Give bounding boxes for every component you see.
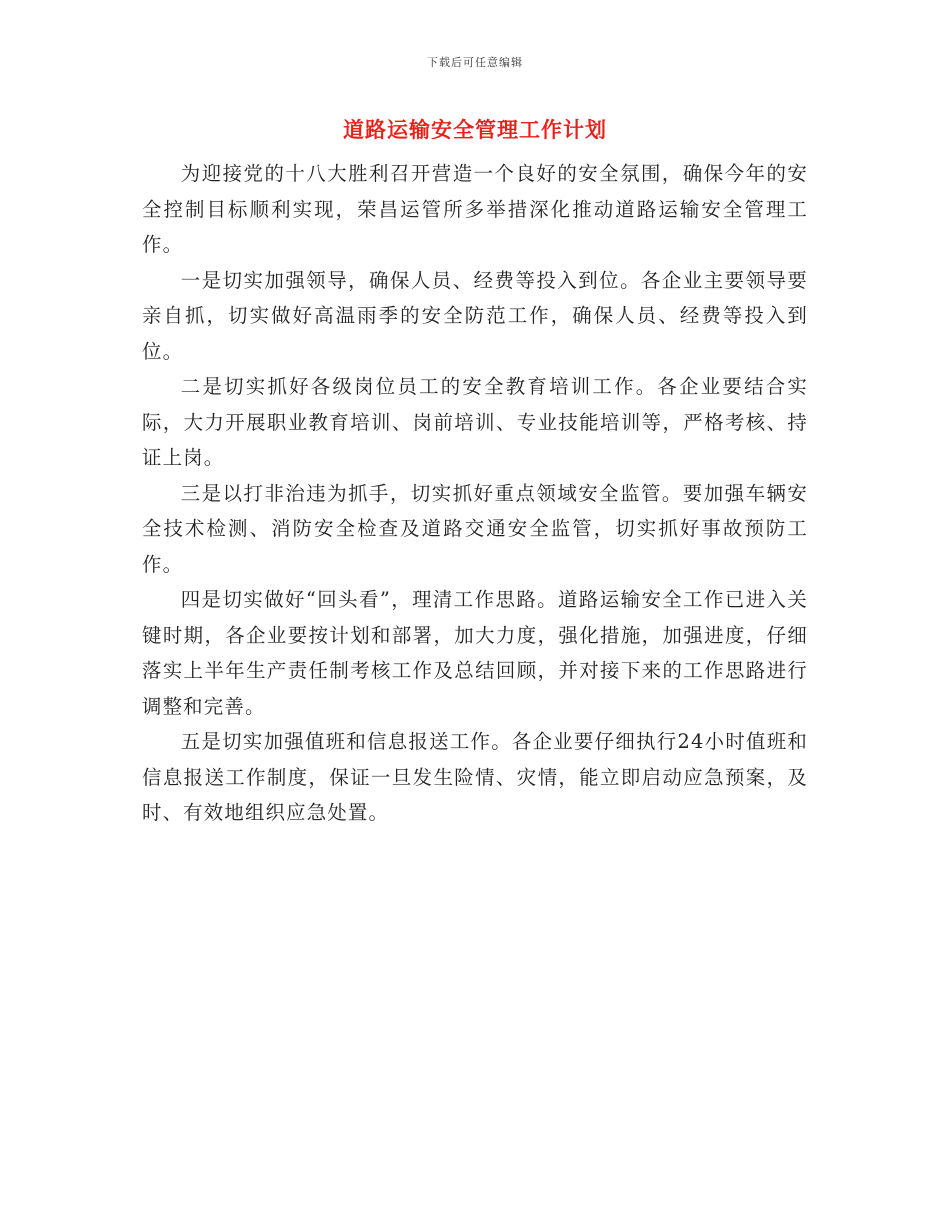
document-body [142, 156, 808, 831]
paragraph-point-3: 三是以打非治违为抓手，切实抓好重点领域安全监管。要加强车辆安全技术检测、消防安全检查及道路交通安全监管，切实抓好事故预防工作。 [142, 481, 808, 576]
paragraph-point-2: 二是切实抓好各级岗位员工的安全教育培训工作。各企业要结合实际，大力开展职业教育培训、岗前培训、专业技能培训等，严格考核、持证上岗。 [142, 375, 808, 469]
paragraph-point-1: 一是切实加强领导，确保人员、经费等投入到位。各企业主要领导要亲自抓，切实做好高温雨季的安全防范工作，确保人员、经费等投入到位。 [142, 268, 808, 363]
document-title: 道路运输安全管理工作计划 [343, 117, 607, 142]
paragraph-intro: 为迎接党的十八大胜利召开营造一个良好的安全氛围，确保今年的安全控制目标顺利实现，荣昌运管所多举措深化推动道路运输安全管理工作。 [142, 162, 808, 256]
header-note: 下载后可任意编辑 [427, 56, 523, 69]
paragraph-point-4: 四是切实做好“回头看”，理清工作思路。道路运输安全工作已进入关键时期，各企业要按计划和部署，加大力度，强化措施，加强进度，仔细落实上半年生产责任制考核工作及总结回顾，并对接下来的工作思路进行调整和完善。 [142, 588, 808, 718]
paragraph-point-5: 五是切实加强值班和信息报送工作。各企业要仔细执行24小时值班和信息报送工作制度，保证一旦发生险情、灾情，能立即启动应急预案，及时、有效地组织应急处置。 [142, 730, 808, 824]
